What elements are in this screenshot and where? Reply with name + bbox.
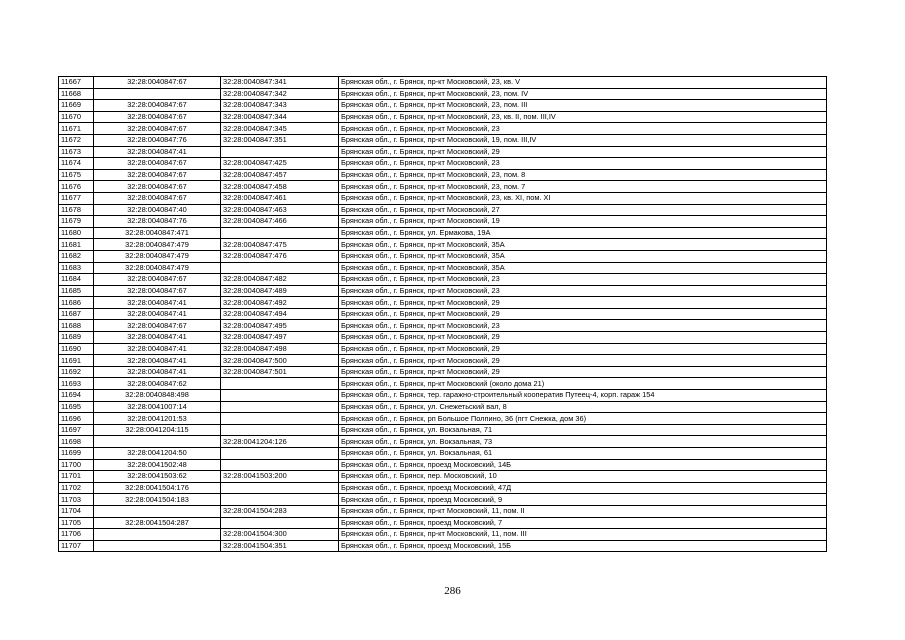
land-plot-cadastral-cell: 32:28:0040847:67 (94, 100, 221, 112)
address-cell: Брянская обл., г. Брянск, проезд Московский, 9 (339, 494, 827, 506)
object-cadastral-cell: 32:28:0041504:283 (221, 505, 339, 517)
address-cell: Брянская обл., г. Брянск, проезд Московский, 15Б (339, 540, 827, 552)
object-cadastral-cell: 32:28:0040847:500 (221, 355, 339, 367)
address-cell: Брянская обл., г. Брянск, пр-кт Московский, 11, пом. III (339, 529, 827, 541)
address-cell: Брянская обл., г. Брянск, пр-кт Московский (около дома 21) (339, 378, 827, 390)
land-plot-cadastral-cell: 32:28:0040847:471 (94, 227, 221, 239)
address-cell: Брянская обл., г. Брянск, пр-кт Московский, 23 (339, 123, 827, 135)
object-cadastral-cell: 32:28:0041204:126 (221, 436, 339, 448)
table-row (59, 262, 827, 274)
address-cell: Брянская обл., г. Брянск, тер. гаражно-строительный кооператив Путеец-4, корп. гараж 154 (339, 390, 827, 402)
row-number-cell: 11687 (59, 308, 94, 320)
row-number-cell: 11702 (59, 482, 94, 494)
land-plot-cadastral-cell: 32:28:0040847:67 (94, 123, 221, 135)
row-number-cell: 11679 (59, 216, 94, 228)
table-row (59, 134, 827, 146)
address-cell: Брянская обл., г. Брянск, рп Большое Полпино, 36 (пгт Снежка, дом 36) (339, 413, 827, 425)
table-row (59, 192, 827, 204)
object-cadastral-cell: 32:28:0040847:345 (221, 123, 339, 135)
land-plot-cadastral-cell: 32:28:0040847:76 (94, 134, 221, 146)
row-number-cell: 11689 (59, 332, 94, 344)
land-plot-cadastral-cell: 32:28:0040847:479 (94, 239, 221, 251)
address-cell: Брянская обл., г. Брянск, пр-кт Московский, 23, пом. III (339, 100, 827, 112)
land-plot-cadastral-cell (94, 436, 221, 448)
table-row (59, 390, 827, 402)
object-cadastral-cell: 32:28:0040847:494 (221, 308, 339, 320)
table-row (59, 471, 827, 483)
land-plot-cadastral-cell: 32:28:0041504:176 (94, 482, 221, 494)
row-number-cell: 11700 (59, 459, 94, 471)
table-row (59, 285, 827, 297)
address-cell: Брянская обл., г. Брянск, проезд Московский, 14Б (339, 459, 827, 471)
address-cell: Брянская обл., г. Брянск, пр-кт Московский, 27 (339, 204, 827, 216)
table-row (59, 239, 827, 251)
table-row (59, 308, 827, 320)
land-plot-cadastral-cell: 32:28:0040847:41 (94, 308, 221, 320)
land-plot-cadastral-cell: 32:28:0041503:62 (94, 471, 221, 483)
land-plot-cadastral-cell: 32:28:0040847:41 (94, 146, 221, 158)
object-cadastral-cell: 32:28:0041504:300 (221, 529, 339, 541)
address-cell: Брянская обл., г. Брянск, пр-кт Московский, 29 (339, 366, 827, 378)
row-number-cell: 11686 (59, 297, 94, 309)
object-cadastral-cell: 32:28:0040847:492 (221, 297, 339, 309)
table-row (59, 146, 827, 158)
land-plot-cadastral-cell (94, 529, 221, 541)
table-row (59, 169, 827, 181)
row-number-cell: 11682 (59, 250, 94, 262)
row-number-cell: 11671 (59, 123, 94, 135)
row-number-cell: 11705 (59, 517, 94, 529)
row-number-cell: 11677 (59, 192, 94, 204)
land-plot-cadastral-cell: 32:28:0040847:40 (94, 204, 221, 216)
object-cadastral-cell (221, 390, 339, 402)
land-plot-cadastral-cell: 32:28:0041201:53 (94, 413, 221, 425)
land-plot-cadastral-cell: 32:28:0040847:479 (94, 262, 221, 274)
object-cadastral-cell: 32:28:0040847:482 (221, 274, 339, 286)
address-cell: Брянская обл., г. Брянск, пр-кт Московский, 23, пом. 8 (339, 169, 827, 181)
address-cell: Брянская обл., г. Брянск, пр-кт Московский, 23 (339, 320, 827, 332)
table-row (59, 181, 827, 193)
row-number-cell: 11699 (59, 448, 94, 460)
land-plot-cadastral-cell: 32:28:0040847:479 (94, 250, 221, 262)
row-number-cell: 11683 (59, 262, 94, 274)
land-plot-cadastral-cell: 32:28:0040847:67 (94, 77, 221, 89)
table-row (59, 227, 827, 239)
address-cell: Брянская обл., г. Брянск, пр-кт Московский, 29 (339, 355, 827, 367)
land-plot-cadastral-cell: 32:28:0040847:67 (94, 192, 221, 204)
address-cell: Брянская обл., г. Брянск, пр-кт Московский, 23, кв. V (339, 77, 827, 89)
table-row (59, 505, 827, 517)
object-cadastral-cell: 32:28:0041504:351 (221, 540, 339, 552)
land-plot-cadastral-cell: 32:28:0040847:76 (94, 216, 221, 228)
object-cadastral-cell (221, 227, 339, 239)
object-cadastral-cell: 32:28:0040847:457 (221, 169, 339, 181)
address-cell: Брянская обл., г. Брянск, ул. Ермакова, 19А (339, 227, 827, 239)
table-row (59, 401, 827, 413)
table-row (59, 77, 827, 89)
table-row (59, 413, 827, 425)
address-cell: Брянская обл., г. Брянск, пр-кт Московский, 19 (339, 216, 827, 228)
row-number-cell: 11668 (59, 88, 94, 100)
object-cadastral-cell: 32:28:0040847:351 (221, 134, 339, 146)
object-cadastral-cell: 32:28:0040847:476 (221, 250, 339, 262)
table-row (59, 540, 827, 552)
object-cadastral-cell: 32:28:0040847:343 (221, 100, 339, 112)
table-row (59, 111, 827, 123)
land-plot-cadastral-cell: 32:28:0040847:41 (94, 297, 221, 309)
address-cell: Брянская обл., г. Брянск, проезд Московский, 47Д (339, 482, 827, 494)
table-row (59, 158, 827, 170)
table-row (59, 100, 827, 112)
address-cell: Брянская обл., г. Брянск, пр-кт Московский, 23, кв. II, пом. III,IV (339, 111, 827, 123)
land-plot-cadastral-cell: 32:28:0041504:287 (94, 517, 221, 529)
land-plot-cadastral-cell: 32:28:0040847:41 (94, 355, 221, 367)
row-number-cell: 11673 (59, 146, 94, 158)
land-plot-cadastral-cell: 32:28:0040847:67 (94, 285, 221, 297)
object-cadastral-cell (221, 378, 339, 390)
table-row (59, 448, 827, 460)
table-row (59, 494, 827, 506)
address-cell: Брянская обл., г. Брянск, ул. Вокзальная, 71 (339, 424, 827, 436)
land-plot-cadastral-cell: 32:28:0041502:48 (94, 459, 221, 471)
object-cadastral-cell (221, 413, 339, 425)
table-row (59, 274, 827, 286)
row-number-cell: 11678 (59, 204, 94, 216)
address-cell: Брянская обл., г. Брянск, пр-кт Московский, 23 (339, 158, 827, 170)
object-cadastral-cell (221, 424, 339, 436)
table-row (59, 424, 827, 436)
address-cell: Брянская обл., г. Брянск, ул. Вокзальная, 73 (339, 436, 827, 448)
row-number-cell: 11693 (59, 378, 94, 390)
address-cell: Брянская обл., г. Брянск, пр-кт Московский, 11, пом. II (339, 505, 827, 517)
address-cell: Брянская обл., г. Брянск, пр-кт Московский, 23, кв. XI, пом. XI (339, 192, 827, 204)
table-row (59, 250, 827, 262)
object-cadastral-cell: 32:28:0040847:463 (221, 204, 339, 216)
object-cadastral-cell: 32:28:0040847:466 (221, 216, 339, 228)
row-number-cell: 11692 (59, 366, 94, 378)
address-cell: Брянская обл., г. Брянск, пер. Московский, 10 (339, 471, 827, 483)
object-cadastral-cell: 32:28:0040847:458 (221, 181, 339, 193)
row-number-cell: 11695 (59, 401, 94, 413)
table-row (59, 343, 827, 355)
land-plot-cadastral-cell (94, 88, 221, 100)
object-cadastral-cell: 32:28:0040847:425 (221, 158, 339, 170)
table-row (59, 529, 827, 541)
object-cadastral-cell (221, 459, 339, 471)
address-cell: Брянская обл., г. Брянск, пр-кт Московский, 35А (339, 239, 827, 251)
object-cadastral-cell: 32:28:0040847:461 (221, 192, 339, 204)
address-cell: Брянская обл., г. Брянск, пр-кт Московский, 35А (339, 262, 827, 274)
row-number-cell: 11696 (59, 413, 94, 425)
object-cadastral-cell: 32:28:0040847:341 (221, 77, 339, 89)
object-cadastral-cell: 32:28:0040847:344 (221, 111, 339, 123)
address-cell: Брянская обл., г. Брянск, пр-кт Московский, 29 (339, 308, 827, 320)
land-plot-cadastral-cell: 32:28:0041007:14 (94, 401, 221, 413)
land-plot-cadastral-cell: 32:28:0040847:67 (94, 320, 221, 332)
object-cadastral-cell: 32:28:0040847:342 (221, 88, 339, 100)
object-cadastral-cell (221, 517, 339, 529)
object-cadastral-cell: 32:28:0040847:489 (221, 285, 339, 297)
land-plot-cadastral-cell: 32:28:0041204:50 (94, 448, 221, 460)
land-plot-cadastral-cell: 32:28:0041504:183 (94, 494, 221, 506)
object-cadastral-cell (221, 448, 339, 460)
address-cell: Брянская обл., г. Брянск, пр-кт Московский, 29 (339, 297, 827, 309)
object-cadastral-cell (221, 262, 339, 274)
land-plot-cadastral-cell (94, 540, 221, 552)
address-cell: Брянская обл., г. Брянск, пр-кт Московский, 23 (339, 274, 827, 286)
row-number-cell: 11688 (59, 320, 94, 332)
row-number-cell: 11691 (59, 355, 94, 367)
table-row (59, 378, 827, 390)
table-row (59, 482, 827, 494)
object-cadastral-cell (221, 146, 339, 158)
table-row (59, 88, 827, 100)
land-plot-cadastral-cell: 32:28:0040847:67 (94, 181, 221, 193)
land-plot-cadastral-cell: 32:28:0040847:67 (94, 111, 221, 123)
row-number-cell: 11697 (59, 424, 94, 436)
page-number: 286 (444, 585, 461, 597)
land-plot-cadastral-cell: 32:28:0040848:498 (94, 390, 221, 402)
row-number-cell: 11701 (59, 471, 94, 483)
land-plot-cadastral-cell: 32:28:0041204:115 (94, 424, 221, 436)
object-cadastral-cell: 32:28:0040847:495 (221, 320, 339, 332)
row-number-cell: 11706 (59, 529, 94, 541)
row-number-cell: 11707 (59, 540, 94, 552)
table-row (59, 355, 827, 367)
row-number-cell: 11704 (59, 505, 94, 517)
table-row (59, 459, 827, 471)
address-cell: Брянская обл., г. Брянск, пр-кт Московский, 29 (339, 343, 827, 355)
table-row (59, 216, 827, 228)
row-number-cell: 11690 (59, 343, 94, 355)
row-number-cell: 11703 (59, 494, 94, 506)
row-number-cell: 11685 (59, 285, 94, 297)
land-plot-cadastral-cell: 32:28:0040847:67 (94, 274, 221, 286)
table-body (59, 77, 827, 552)
object-cadastral-cell: 32:28:0040847:498 (221, 343, 339, 355)
object-cadastral-cell: 32:28:0040847:475 (221, 239, 339, 251)
object-cadastral-cell: 32:28:0040847:497 (221, 332, 339, 344)
address-cell: Брянская обл., г. Брянск, пр-кт Московский, 23 (339, 285, 827, 297)
row-number-cell: 11681 (59, 239, 94, 251)
table-row (59, 366, 827, 378)
row-number-cell: 11698 (59, 436, 94, 448)
table-row (59, 332, 827, 344)
cadastral-table (58, 76, 827, 552)
object-cadastral-cell (221, 494, 339, 506)
address-cell: Брянская обл., г. Брянск, ул. Снежетьский вал, 8 (339, 401, 827, 413)
row-number-cell: 11670 (59, 111, 94, 123)
row-number-cell: 11674 (59, 158, 94, 170)
row-number-cell: 11675 (59, 169, 94, 181)
row-number-cell: 11672 (59, 134, 94, 146)
land-plot-cadastral-cell: 32:28:0040847:67 (94, 158, 221, 170)
address-cell: Брянская обл., г. Брянск, пр-кт Московский, 29 (339, 332, 827, 344)
table-row (59, 436, 827, 448)
table-row (59, 320, 827, 332)
row-number-cell: 11669 (59, 100, 94, 112)
land-plot-cadastral-cell: 32:28:0040847:62 (94, 378, 221, 390)
land-plot-cadastral-cell: 32:28:0040847:67 (94, 169, 221, 181)
object-cadastral-cell (221, 482, 339, 494)
row-number-cell: 11676 (59, 181, 94, 193)
land-plot-cadastral-cell: 32:28:0040847:41 (94, 366, 221, 378)
table-row (59, 297, 827, 309)
land-plot-cadastral-cell: 32:28:0040847:41 (94, 332, 221, 344)
address-cell: Брянская обл., г. Брянск, проезд Московский, 7 (339, 517, 827, 529)
address-cell: Брянская обл., г. Брянск, пр-кт Московский, 29 (339, 146, 827, 158)
address-cell: Брянская обл., г. Брянск, пр-кт Московский, 19, пом. III,IV (339, 134, 827, 146)
row-number-cell: 11684 (59, 274, 94, 286)
table-row (59, 204, 827, 216)
address-cell: Брянская обл., г. Брянск, пр-кт Московский, 23, пом. IV (339, 88, 827, 100)
address-cell: Брянская обл., г. Брянск, ул. Вокзальная, 61 (339, 448, 827, 460)
address-cell: Брянская обл., г. Брянск, пр-кт Московский, 23, пом. 7 (339, 181, 827, 193)
address-cell: Брянская обл., г. Брянск, пр-кт Московский, 35А (339, 250, 827, 262)
row-number-cell: 11667 (59, 77, 94, 89)
land-plot-cadastral-cell (94, 505, 221, 517)
land-plot-cadastral-cell: 32:28:0040847:41 (94, 343, 221, 355)
table-row (59, 123, 827, 135)
table-row (59, 517, 827, 529)
object-cadastral-cell: 32:28:0040847:501 (221, 366, 339, 378)
row-number-cell: 11694 (59, 390, 94, 402)
row-number-cell: 11680 (59, 227, 94, 239)
object-cadastral-cell (221, 401, 339, 413)
object-cadastral-cell: 32:28:0041503:200 (221, 471, 339, 483)
